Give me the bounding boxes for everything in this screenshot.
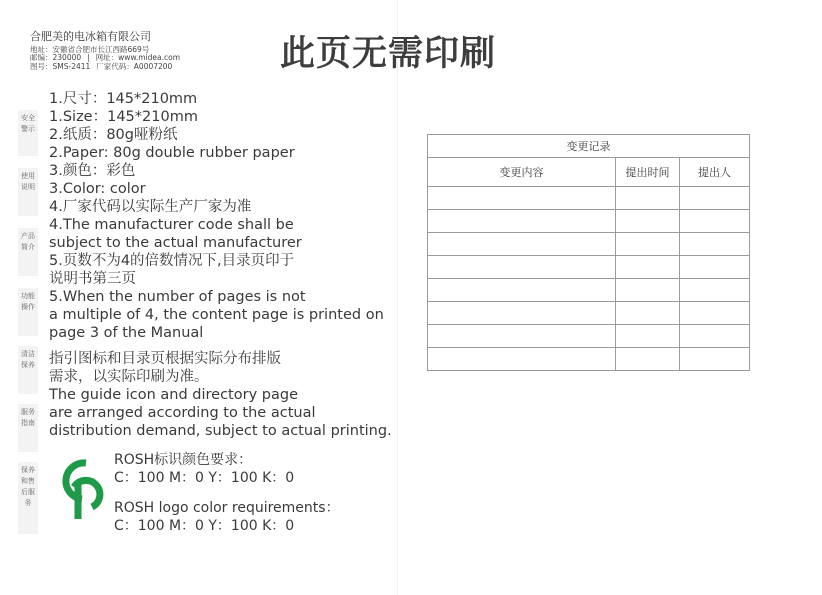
table-cell (428, 210, 616, 233)
guide-line: 需求，以实际印刷为准。 (49, 369, 209, 385)
table-cell (616, 233, 680, 256)
print-spec-list (49, 90, 399, 342)
table-cell (680, 279, 750, 302)
side-tab-service: 服务指南 (18, 404, 38, 452)
page-title: 此页无需印刷 (280, 34, 497, 74)
spec-line: subject to the actual manufacturer (49, 235, 302, 251)
spec-line: 4.The manufacturer code shall be (49, 217, 294, 233)
rosh-logo-icon (60, 455, 104, 521)
company-address: 地址：安徽省合肥市长江西路669号 (30, 44, 150, 54)
guide-line: The guide icon and directory page (49, 387, 298, 403)
factory-code: 厂家代码：A0007200 (96, 61, 173, 71)
spec-line: 说明书第三页 (49, 271, 136, 287)
table-row (428, 279, 750, 302)
table-cell (428, 348, 616, 371)
table-cell (680, 302, 750, 325)
spec-line: 2.Paper: 80g double rubber paper (49, 145, 295, 161)
table-row (428, 325, 750, 348)
company-code-line (30, 63, 180, 72)
spec-line: 3.颜色：彩色 (49, 163, 136, 179)
spec-line: 1.尺寸：145*210mm (49, 91, 198, 107)
table-cell (428, 233, 616, 256)
guide-line: distribution demand, subject to actual printing. (49, 423, 392, 439)
guide-line: are arranged according to the actual (49, 405, 316, 421)
table-cell (616, 210, 680, 233)
company-contact-line: 邮编：230000 | 网址：www.midea.com (30, 53, 181, 63)
table-cell (680, 187, 750, 210)
spec-line: 5.When the number of pages is not (49, 289, 306, 305)
company-name: 合肥美的电冰箱有限公司 (30, 30, 151, 43)
rosh-cn-label: ROSH标识颜色要求： (114, 452, 253, 468)
table-row (428, 233, 750, 256)
rosh-en-values: C：100 M：0 Y：100 K：0 (114, 518, 295, 534)
side-tab-aftersales: 保养和售后服务 (18, 462, 38, 534)
table-cell (680, 348, 750, 371)
table-cell (428, 279, 616, 302)
column-header-person: 提出人 (680, 158, 750, 187)
table-cell (616, 348, 680, 371)
spec-line: a multiple of 4, the content page is printed on (49, 307, 384, 323)
company-postcode: 邮编：230000 (30, 53, 82, 63)
table-row (428, 302, 750, 325)
spec-line: 5.页数不为4的倍数情况下,目录页印于 (49, 253, 295, 269)
side-tab-operation: 功能操作 (18, 288, 38, 336)
table-cell (616, 302, 680, 325)
spec-line: 3.Color: color (49, 181, 146, 197)
column-header-time: 提出时间 (616, 158, 680, 187)
table-cell (616, 187, 680, 210)
table-row (428, 210, 750, 233)
spec-line: 1.Size：145*210mm (49, 109, 198, 125)
table-cell (616, 256, 680, 279)
table-cell (616, 279, 680, 302)
rosh-requirements (114, 451, 340, 535)
company-website: 网址：www.midea.com (95, 53, 181, 63)
change-record-table (427, 134, 750, 371)
side-tab-safety: 安全警示 (18, 110, 38, 156)
table-cell (616, 325, 680, 348)
change-record-title: 变更记录 (428, 135, 750, 158)
company-info (30, 31, 180, 72)
guide-line: 指引图标和目录页根据实际分布排版 (49, 351, 281, 367)
drawing-number: 图号：SMS-2411 (30, 61, 91, 71)
rosh-en-label: ROSH logo color requirements： (114, 500, 340, 516)
side-tab-product: 产品简介 (18, 228, 38, 276)
side-tab-usage: 使用说明 (18, 168, 38, 216)
table-cell (680, 256, 750, 279)
rosh-cn-values: C：100 M：0 Y：100 K：0 (114, 470, 295, 486)
guide-note (49, 350, 409, 440)
table-cell (428, 187, 616, 210)
spec-line: 2.纸质：80g哑粉纸 (49, 127, 178, 143)
table-cell (680, 325, 750, 348)
spec-line: page 3 of the Manual (49, 325, 204, 341)
table-cell (428, 256, 616, 279)
table-cell (428, 325, 616, 348)
table-row (428, 256, 750, 279)
column-header-content: 变更内容 (428, 158, 616, 187)
table-row (428, 348, 750, 371)
table-cell (680, 233, 750, 256)
side-tab-cleaning: 清洁保养 (18, 346, 38, 394)
table-cell (680, 210, 750, 233)
table-row (428, 187, 750, 210)
table-cell (428, 302, 616, 325)
spec-line: 4.厂家代码以实际生产厂家为准 (49, 199, 252, 215)
